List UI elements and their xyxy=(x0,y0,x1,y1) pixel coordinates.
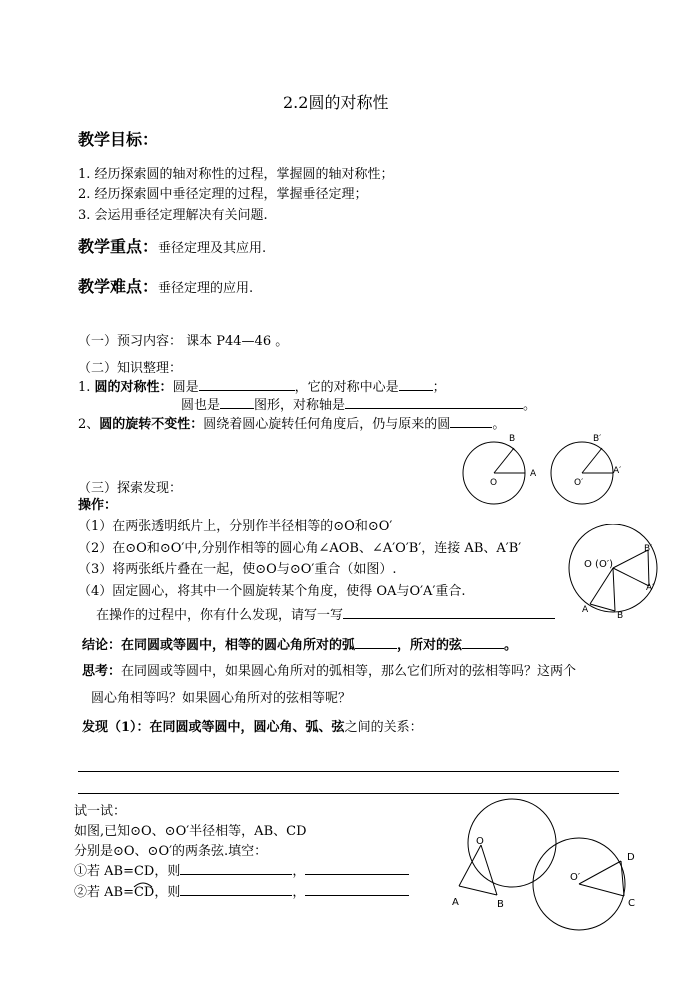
blank[interactable] xyxy=(305,861,409,875)
label-B-try: B xyxy=(497,899,504,910)
try-heading: 试一试： xyxy=(74,804,127,819)
label-O-try: O xyxy=(476,836,484,847)
page-title: 2.2圆的对称性 xyxy=(283,93,389,112)
observe-prompt: 在操作的过程中，你有什么发现，请写一写 xyxy=(96,604,555,623)
label-B-2: B xyxy=(617,611,624,621)
overlap-circle-figure xyxy=(560,524,670,624)
blank[interactable] xyxy=(343,605,555,619)
label-B-prime-2: B′ xyxy=(644,544,653,554)
blank[interactable] xyxy=(345,395,523,409)
two-circles-figure xyxy=(460,428,640,508)
blank[interactable] xyxy=(199,377,295,391)
explore-heading: （三）探索发现： xyxy=(78,481,183,496)
conclusion: 结论：在同圆或等圆中，相等的圆心角所对的弧 ，所对的弦 。 xyxy=(82,634,517,653)
difficulty-heading: 教学难点： xyxy=(78,277,159,296)
key-point xyxy=(78,234,266,257)
operation-heading: 操作： xyxy=(78,498,118,513)
label-O-prime: O′ xyxy=(574,478,584,488)
step-2: （2）在⊙O和⊙O′中,分别作相等的圆心角∠AOB、∠A′O′B′，连接 AB、A′B′ xyxy=(78,541,522,556)
blank[interactable] xyxy=(462,635,504,649)
answer-line-1[interactable] xyxy=(78,771,619,772)
label-A-prime: A′ xyxy=(613,466,622,476)
blank[interactable] xyxy=(355,635,397,649)
blank[interactable] xyxy=(180,861,292,875)
knowledge-item-2: 2、圆的旋转不变性：圆绕着圆心旋转任何角度后，仍与原来的圆 。 xyxy=(78,413,505,432)
label-B: B xyxy=(509,434,516,444)
objective-2: 2. 经历探索圆中垂径定理的过程，掌握垂径定理； xyxy=(78,187,368,202)
answer-line-2[interactable] xyxy=(78,793,619,794)
blank[interactable] xyxy=(305,882,409,896)
step-4: （4）固定圆心，将其中一个圆旋转某个角度，使得 OA与O′A′重合. xyxy=(78,584,466,599)
knowledge-heading: （二）知识整理： xyxy=(78,361,183,376)
preview-content: （一）预习内容： 课本 P44—46 。 xyxy=(78,334,289,349)
objective-3: 3. 会运用垂径定理解决有关问题. xyxy=(78,208,268,223)
blank[interactable] xyxy=(399,377,433,391)
think-line-1: 思考：在同圆或等圆中，如果圆心角所对的弧相等，那么它们所对的弦相等吗？这两个 xyxy=(82,664,577,679)
try-line-2: 分别是⊙O、⊙O′的两条弦.填空： xyxy=(74,844,268,859)
label-O-overlap: O (O′) xyxy=(584,559,613,570)
step-1: （1）在两张透明纸片上，分别作半径相等的⊙O和⊙O′ xyxy=(78,519,393,534)
label-B-prime: B′ xyxy=(593,434,602,444)
try-question-1: ①若 AB=CD，则 ， xyxy=(74,860,409,879)
arc-cd: CD xyxy=(134,885,154,900)
blank[interactable] xyxy=(180,882,292,896)
blank[interactable] xyxy=(220,395,254,409)
think-line-2: 圆心角相等吗？如果圆心角所对的弦相等呢？ xyxy=(91,691,352,706)
blank[interactable] xyxy=(450,414,492,428)
step-3: （3）将两张纸片叠在一起，使⊙O与⊙O′重合（如图）. xyxy=(78,562,397,577)
label-C-try: C xyxy=(628,898,635,909)
knowledge-item-1-line2: 圆也是 图形，对称轴是 。 xyxy=(181,394,536,413)
label-O: O xyxy=(490,478,498,488)
knowledge-item-1: 1. 圆的对称性：圆是 ，它的对称中心是 ； xyxy=(78,376,446,395)
label-A-try: A xyxy=(452,897,459,908)
label-O-prime-try: O′ xyxy=(570,872,581,883)
difficulty-text: 垂径定理的应用. xyxy=(158,281,254,296)
arc-mark-icon xyxy=(133,880,153,888)
chord-circles-figure xyxy=(430,796,660,936)
objectives-heading: 教学目标： xyxy=(78,130,159,149)
label-A-prime-2: A′ xyxy=(646,583,655,593)
try-question-2: ②若 AB=CD ，则 ， xyxy=(74,881,409,900)
label-A: A xyxy=(530,469,537,479)
try-line-1: 如图,已知⊙O、⊙O′半径相等，AB、CD xyxy=(74,824,307,839)
label-A-2: A xyxy=(582,605,589,615)
key-point-heading: 教学重点： xyxy=(78,237,159,256)
key-point-text: 垂径定理及其应用. xyxy=(158,241,267,256)
label-D-try: D xyxy=(627,852,635,863)
difficulty xyxy=(78,274,253,297)
finding: 发现（1）：在同圆或等圆中，圆心角、弧、弦之间的关系： xyxy=(82,720,423,735)
objective-1: 1. 经历探索圆的轴对称性的过程，掌握圆的轴对称性； xyxy=(78,167,394,182)
